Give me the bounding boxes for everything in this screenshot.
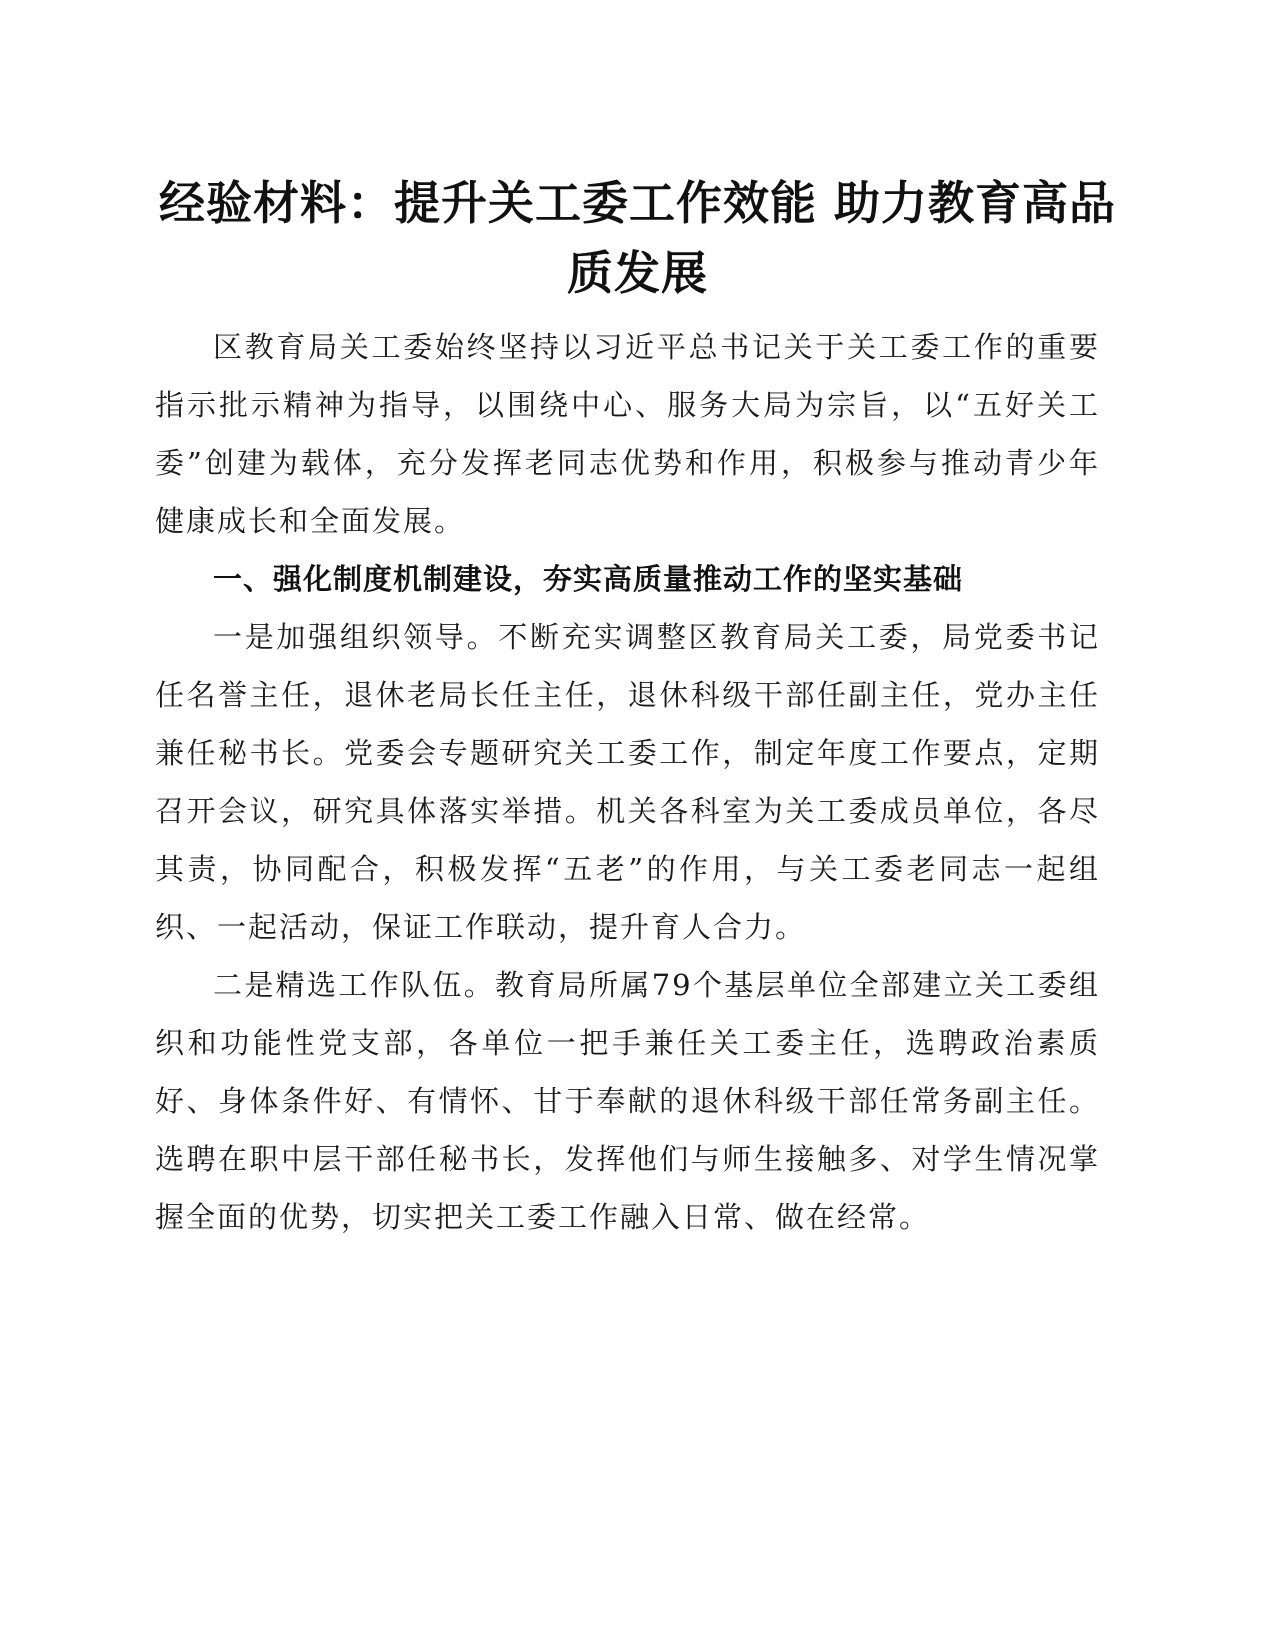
intro-paragraph: 区教育局关工委始终坚持以习近平总书记关于关工委工作的重要指示批示精神为指导，以围绕中心、服务大局为宗旨，以“五好关工委”创建为载体，充分发挥老同志优势和作用，积极参与推动青少年健康成长和全面发展。 bbox=[155, 330, 1100, 538]
paragraph-work-team: 二是精选工作队伍。教育局所属79个基层单位全部建立关工委组织和功能性党支部，各单位一把手兼任关工委主任，选聘政治素质好、身体条件好、有情怀、甘于奉献的退休科级干部任常务副主任。选聘在职中层干部任秘书长，发挥他们与师生接触多、对学生情况掌握全面的优势，切实把关工委工作融入日常、做在经常。 bbox=[155, 968, 1100, 1234]
document-title: 经验材料：提升关工委工作效能 助力教育高品质发展 bbox=[158, 176, 1116, 300]
section-heading: 一、强化制度机制建设，夯实高质量推动工作的坚实基础 bbox=[213, 562, 964, 596]
paragraph-organization-leadership: 一是加强组织领导。不断充实调整区教育局关工委，局党委书记任名誉主任，退休老局长任主任，退休科级干部任副主任，党办主任兼任秘书长。党委会专题研究关工委工作，制定年度工作要点，定期召开会议，研究具体落实举措。机关各科室为关工委成员单位，各尽其责，协同配合，积极发挥“五老”的作用，与关工委老同志一起组织、一起活动，保证工作联动，提升育人合力。 bbox=[155, 620, 1100, 944]
document-body bbox=[155, 318, 1100, 1246]
